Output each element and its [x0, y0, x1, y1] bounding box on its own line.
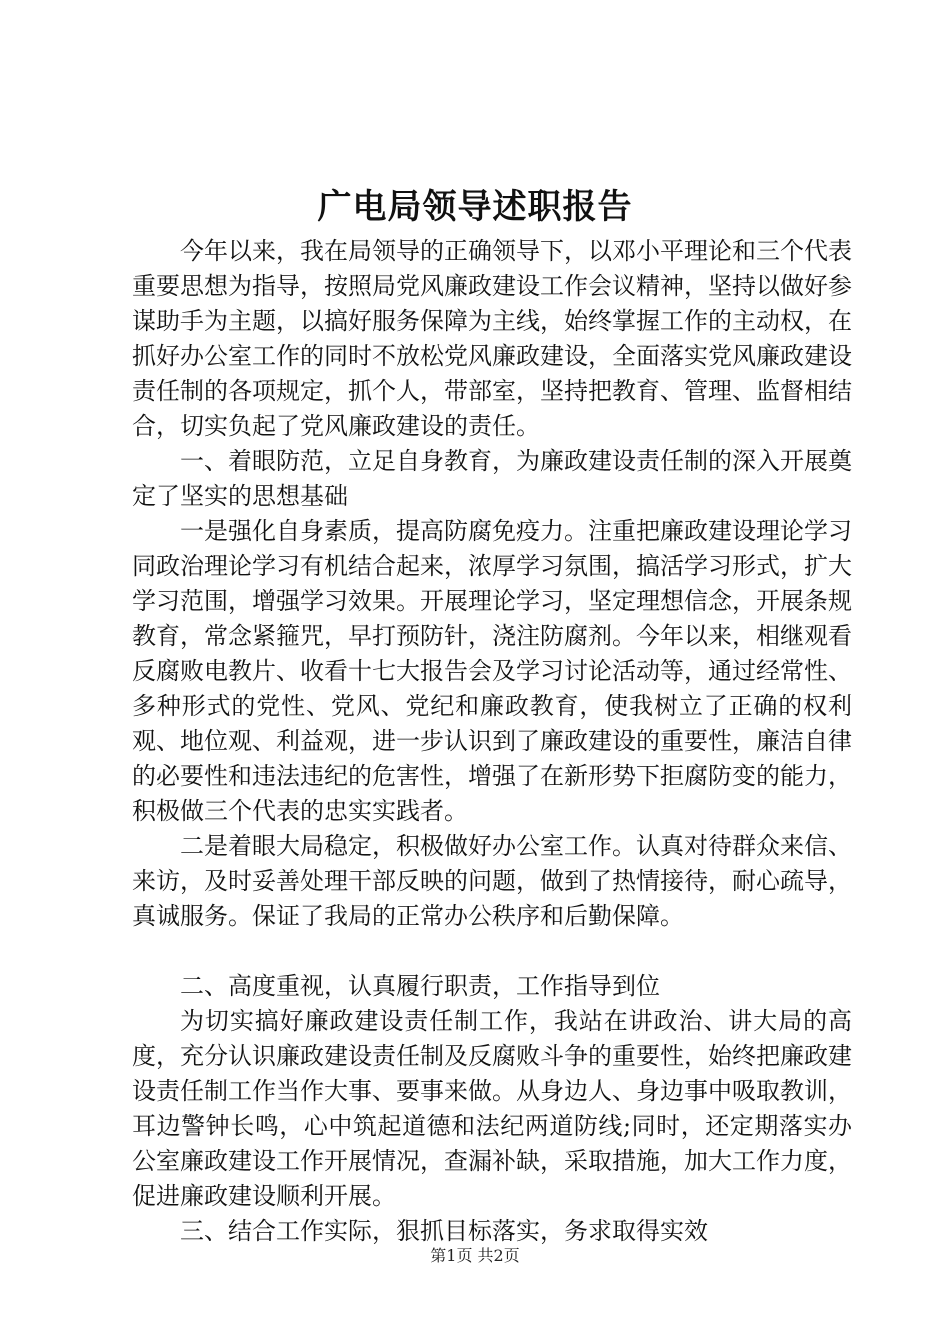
section-heading-1: 一、着眼防范，立足自身教育，为廉政建设责任制的深入开展奠定了坚实的思想基础 [132, 447, 852, 510]
intro-paragraph: 今年以来，我在局领导的正确领导下，以邓小平理论和三个代表重要思想为指导，按照局党风廉政建设工作会议精神，坚持以做好参谋助手为主题，以搞好服务保障为主线，始终掌握工作的主动权，在抓好办公室工作的同时不放松党风廉政建设，全面落实党风廉政建设责任制的各项规定，抓个人，带部室，坚持把教育、管理、监督相结合，切实负起了党风廉政建设的责任。 [132, 237, 852, 440]
paragraph-spacer [132, 934, 852, 969]
page-footer: 第1页 共2页 [430, 1246, 520, 1265]
document-body [132, 234, 852, 1249]
section-heading-2: 二、高度重视，认真履行职责，工作指导到位 [180, 972, 660, 1000]
body-paragraph: 二是着眼大局稳定，积极做好办公室工作。认真对待群众来信、来访，及时妥善处理干部反映的问题，做到了热情接待，耐心疏导，真诚服务。保证了我局的正常办公秩序和后勤保障。 [132, 832, 852, 930]
section-heading-3: 三、结合工作实际，狠抓目标落实，务求取得实效 [180, 1217, 708, 1245]
body-paragraph: 一是强化自身素质，提高防腐免疫力。注重把廉政建设理论学习同政治理论学习有机结合起来，浓厚学习氛围，搞活学习形式，扩大学习范围，增强学习效果。开展理论学习，坚定理想信念，开展条规教育，常念紧箍咒，早打预防针，浇注防腐剂。今年以来，相继观看反腐败电教片、收看十七大报告会及学习讨论活动等，通过经常性、多种形式的党性、党风、党纪和廉政教育，使我树立了正确的权利观、地位观、利益观，进一步认识到了廉政建设的重要性，廉洁自律的必要性和违法违纪的危害性，增强了在新形势下拒腐防变的能力，积极做三个代表的忠实实践者。 [132, 517, 852, 825]
document-title: 广电局领导述职报告 [317, 187, 633, 227]
body-paragraph: 为切实搞好廉政建设责任制工作，我站在讲政治、讲大局的高度，充分认识廉政建设责任制及反腐败斗争的重要性，始终把廉政建设责任制工作当作大事、要事来做。从身边人、身边事中吸取教训，耳边警钟长鸣，心中筑起道德和法纪两道防线;同时，还定期落实办公室廉政建设工作开展情况，查漏补缺，采取措施，加大工作力度，促进廉政建设顺利开展。 [132, 1007, 852, 1210]
